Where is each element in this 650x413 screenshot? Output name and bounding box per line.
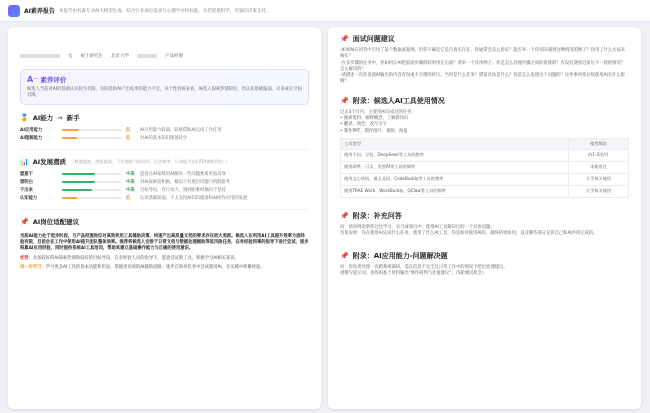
- interview-q1: -如果AI在回答中引用了某个数据或案例，但你不确定它是否真实存在，你通常会怎么验证？能否举一个你实际遇到这种情况的例子？你用了什么方法来核实？: [340, 48, 626, 60]
- score-label: 干出来: [20, 188, 33, 193]
- score-label: AI理解能力: [20, 136, 43, 141]
- candidate-profile: [8, 27, 321, 63]
- report-title: AI素养报告: [24, 8, 55, 15]
- tool-frequency: 几乎每天使用: [569, 185, 629, 197]
- table-row: [341, 149, 629, 161]
- score-note: 愿意在AI领域用AI解决一些问题要素更加高效: [140, 172, 226, 177]
- grade-badge: A⁻: [27, 75, 38, 84]
- tool-frequency: 约1-2次/月: [569, 149, 629, 161]
- table-row: [341, 173, 629, 185]
- score-bar: [62, 137, 122, 140]
- arrow-right-icon: →: [57, 113, 63, 122]
- pin-icon: 📌: [340, 35, 349, 43]
- score-note: 对AI的基本知识储备较少: [140, 136, 188, 141]
- solution-question: 问：你负责处理一次跨系统调研，需在信息不完全且日常工作中的情况下给出处理建议。: [340, 264, 508, 270]
- pin-icon: 📌: [340, 211, 349, 220]
- score-row: [20, 194, 309, 202]
- tool-frequency: 几乎每天使用: [569, 173, 629, 185]
- tool-name: 使用即梦、可灵、美图AI等工具的频率: [341, 161, 569, 173]
- candidate-gender: 女: [68, 54, 73, 59]
- report-logo-icon: [8, 5, 20, 17]
- score-level: 低: [126, 128, 131, 133]
- literacy-evaluation: [20, 69, 309, 105]
- solution-title: 附录：AI应用能力-问题解决题: [352, 251, 448, 260]
- supplement-answer: 答复说明：你在使用AI完成什么任务，使用了什么AI工具，你是如何使用AI的，最终结果如何，以及哪些部分是你自己和AI共同完成的。: [340, 231, 598, 237]
- tools-title: 附录：候选人AI工具使用情况: [352, 96, 445, 105]
- table-header: 工具类型: [341, 138, 569, 149]
- tools-bullet: • 翻译、润色、改写文字: [340, 122, 387, 128]
- score-note: 对AI探索较积极，倾向于对底层问题与机制思考: [140, 180, 231, 185]
- supplement-title: 附录：补充问答: [352, 211, 402, 220]
- tools-intro: 过去3个月内，主要用AI完成过的任务：: [340, 109, 416, 115]
- tool-frequency: 未使用过: [569, 161, 629, 173]
- pin-icon: 📌: [340, 96, 349, 105]
- ability-title: AI能力: [32, 114, 54, 122]
- interview-title: 面试问题建议: [352, 35, 395, 43]
- candidate-name: [20, 37, 309, 47]
- supplement-question: 问：请举例说明你过往学习、实习或项目中，使用AI工具解决过的一个具体问题。: [340, 224, 495, 230]
- job-fit-section: [8, 213, 321, 234]
- fit-summary: 当前AI能力处于起步阶段，与产品经理岗位对高效利用工具辅助决策、快速产出高质量文档的要求存在较大差距。候选人在利用AI工具提升效率方面经验有限，目前会在工作中使用AI提升团队整体效率。推荐将候选人安排于日常文档与数据处理辅助等低风险任务，在有经验同事的指导下进行尝试，逐步积累AI应用经验，同时提供系统AI工具培训，帮助其建立基础操作能力与正确的使用意识。: [20, 234, 309, 252]
- interview-q2: -在多步骤的任务中，你如何让AI把前面步骤的结果用在后面？请举一个具体例子。你是怎么处理步骤之间的衔接的？有没有遇到过前后不一致的情况？怎么解决的？: [340, 60, 626, 72]
- score-label: 想明白: [20, 180, 33, 185]
- potential-subtitle: （数值越高，潜质越高；不代表能力的好坏。仅供参考，认知能力由CATA测验得出。）: [70, 158, 230, 164]
- score-level: 低: [126, 136, 131, 141]
- report-description: 本报告由名森专业AI大模型生成，结合行业岗位需求与心理学评价标准，为您提供科学、可靠的决策支持。: [58, 8, 271, 14]
- ai-potential-section: [8, 153, 321, 206]
- score-note: 目标导向，有行动力，遇到困难时倾向于坚持: [140, 188, 226, 193]
- score-label: AI应用能力: [20, 128, 43, 133]
- divider: [20, 149, 309, 150]
- tool-name: 使用千问、豆包、DeepSeek等工具的频率: [341, 149, 569, 161]
- tools-bullet: • 制作PPT、制作图片、视频、海报: [340, 128, 408, 134]
- score-label: 愿意干: [20, 172, 33, 177]
- divider: [20, 209, 309, 210]
- score-note: AI应用能力较弱，较难借助AI完成工作任务: [140, 128, 222, 133]
- redacted-field: [137, 54, 157, 58]
- score-bar: [62, 173, 122, 176]
- table-row: [341, 185, 629, 197]
- score-level: 中高: [126, 188, 135, 193]
- tool-name: 使用文心快码、通义灵码、CodeBuddy等工具的频率: [341, 173, 569, 185]
- score-row: [20, 178, 309, 186]
- candidate-school: 北京大学: [111, 54, 129, 59]
- chart-icon: 📊: [20, 157, 29, 166]
- tools-section: [328, 89, 641, 201]
- tools-bullet: • 搜索资料、解释概念、了解新知识: [340, 116, 409, 122]
- score-bar: [62, 129, 122, 132]
- learning-tag: 进一步学习：: [20, 264, 46, 270]
- score-row: [20, 126, 309, 134]
- score-row: [20, 186, 309, 194]
- pin-icon: 📌: [20, 217, 29, 226]
- interview-q3: -请描述一次你发现AI输出的内容有误或不合理的经历。当时是什么任务？错误具体是什么？你是怎么发现这个问题的？这件事对你后续使用AI有什么影响？: [340, 73, 625, 85]
- evaluation-title: 素养评价: [40, 76, 67, 84]
- fit-advantage: [8, 256, 321, 262]
- candidate-degree: 硕士研究生: [80, 54, 103, 59]
- pin-icon: 📌: [340, 251, 349, 260]
- advantage-tag: 优势：: [20, 255, 33, 261]
- score-row: [20, 170, 309, 178]
- evaluation-text: 候选人当前对AI的基础认识较为有限，实际借助AI产出结果的能力不足，从个性特质来看，候选人探索热情较好，但认知基础偏弱，未来成长空间有限。: [27, 87, 302, 98]
- interview-section: [328, 27, 641, 89]
- redacted-field: [20, 54, 60, 58]
- ability-level: 新手: [66, 114, 80, 122]
- score-bar: [62, 189, 122, 192]
- report-right-panel: [328, 27, 641, 409]
- tools-table: [340, 138, 629, 198]
- solution-section: [328, 241, 641, 281]
- medal-icon: 🏅: [20, 113, 29, 122]
- fit-learning: [8, 265, 321, 271]
- score-bar-fill: [62, 173, 95, 176]
- solution-answer: 请撰写提示词，指挥AI基于材料输出"事件研判与处置建议"。（5轮调试机会）: [340, 270, 487, 276]
- score-bar-fill: [62, 181, 95, 184]
- score-note: 认知基础较弱，不太支持AI知识储备和AI协作应用的发展: [140, 196, 248, 201]
- supplement-section: [328, 201, 641, 241]
- score-level: 中高: [126, 172, 135, 177]
- score-label: 认知能力: [20, 196, 38, 201]
- learning-text: 学习更多AI工具的基本功能和用法，掌握更高效的AI辅助思路，逐步在简单任务中尝试使用AI，在实践中积累经验。: [45, 264, 265, 270]
- advantage-text: 具备较好的AI探索热情和较好的目标导向，在有经验人员的指导下，愿意尝试新工具，积极学习AI相关知识。: [32, 255, 239, 261]
- candidate-position: 产品经理: [165, 54, 183, 59]
- score-bar-fill: [62, 189, 92, 192]
- fit-title: AI岗位适配建议: [32, 218, 80, 226]
- top-bar: [0, 0, 650, 22]
- score-bar-fill: [62, 197, 77, 200]
- score-level: 中高: [126, 180, 135, 185]
- score-bar: [62, 197, 122, 200]
- table-row: [341, 161, 629, 173]
- ai-ability-section: [8, 109, 321, 146]
- score-bar-fill: [62, 137, 77, 140]
- score-level: 低: [126, 196, 131, 201]
- table-header: 使用频次: [569, 138, 629, 149]
- report-left-panel: [8, 27, 321, 409]
- score-row: [20, 134, 309, 142]
- tool-name: 使用TRAE Work、WorkBuddy、QClaw等工具的频率: [341, 185, 569, 197]
- potential-title: AI发展潜质: [32, 158, 67, 166]
- score-bar-fill: [62, 129, 79, 132]
- score-bar: [62, 181, 122, 184]
